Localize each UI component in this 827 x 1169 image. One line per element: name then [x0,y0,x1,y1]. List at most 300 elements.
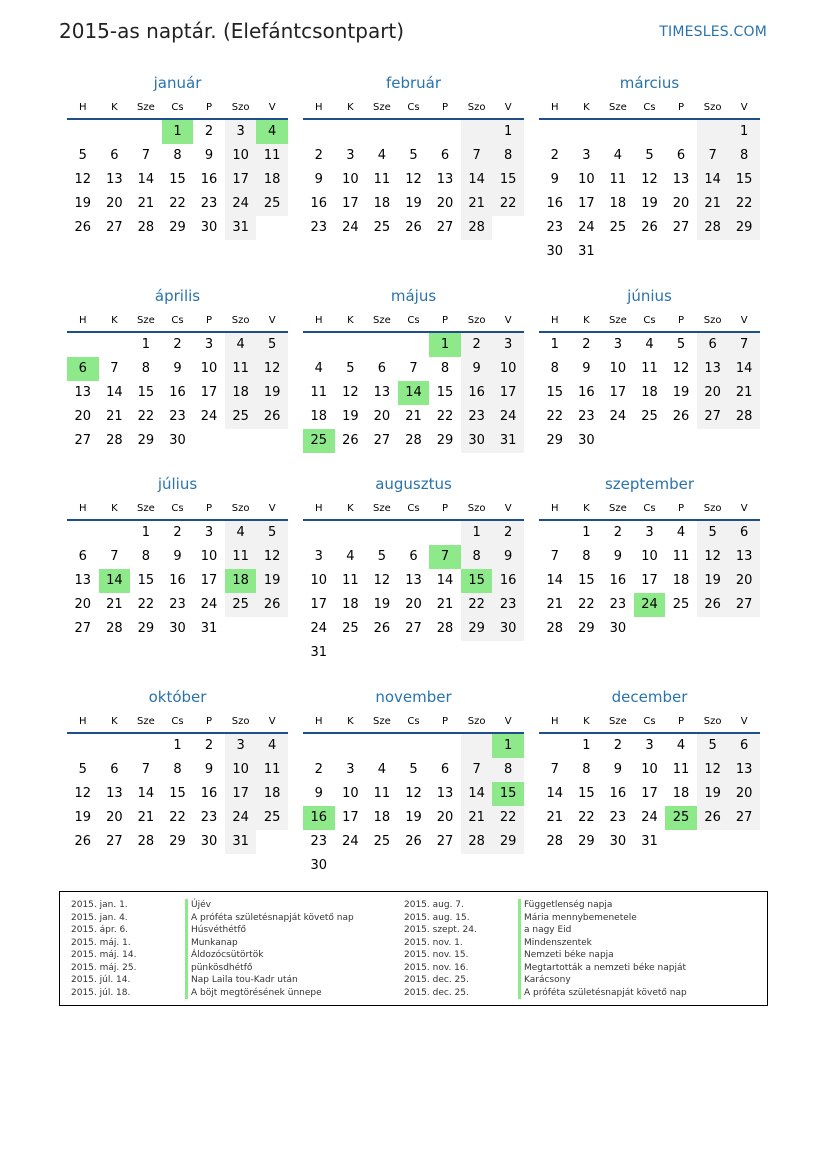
day-cell: 19 [256,569,288,593]
day-cell: 20 [697,381,729,405]
day-cell: 12 [256,357,288,381]
holiday-entry [71,949,354,962]
day-cell: 31 [225,216,257,240]
empty-day [697,120,729,144]
weekday-label: H [551,503,559,514]
day-cell: 29 [546,433,564,448]
weekday-header [67,710,288,734]
day-cell: 19 [697,782,729,806]
day-cell: 21 [546,810,564,825]
day-cell: 27 [405,621,422,636]
day-cell: 29 [492,830,524,854]
day-cell: 1 [550,337,559,352]
day-cell: 4 [346,549,355,564]
weekday-header [67,309,288,333]
day-cell: 5 [409,762,418,777]
day-cell: 11 [225,357,257,381]
day-cell: 2 [204,738,214,753]
holiday-name: Újév [185,899,211,912]
day-cell: 11 [342,573,359,588]
empty-day [634,120,666,144]
weekday-label: Cs [171,503,184,514]
day-cell: 2 [173,337,182,352]
holiday-column-left [71,899,354,999]
holiday-date: 2015. ápr. 6. [71,925,129,935]
day-grid [303,734,524,878]
day-cell: 25 [609,220,627,235]
weekday-label: Cs [171,102,184,113]
day-cell: 15 [137,385,155,400]
weekday-label: Cs [407,315,420,326]
day-cell: 16 [200,786,218,801]
day-cell: 17 [578,196,595,211]
empty-day [130,734,162,758]
day-cell: 22 [137,597,155,612]
day-cell: 27 [728,593,760,617]
weekday-header [539,96,760,120]
day-cell: 6 [409,549,418,564]
month-name: december [611,688,688,706]
day-grid [539,521,760,641]
day-cell: 5 [346,361,355,376]
day-cell: 23 [461,405,493,429]
day-cell: 15 [436,385,454,400]
day-cell: 26 [342,433,359,448]
empty-day [303,120,335,144]
weekday-label: Sze [609,503,627,514]
day-cell: 11 [225,545,257,569]
day-cell: 3 [314,549,323,564]
day-cell: 23 [310,220,328,235]
day-cell: 8 [173,148,182,163]
holiday-day: 1 [162,120,194,144]
day-cell: 12 [405,786,422,801]
weekday-label: P [678,315,685,326]
day-cell: 12 [74,172,92,187]
day-grid [539,734,760,854]
day-cell: 18 [256,782,288,806]
day-cell: 22 [169,196,186,211]
weekday-label: H [315,503,323,514]
month-11 [303,684,524,878]
weekday-label: K [347,102,354,113]
day-cell: 18 [672,573,690,588]
day-cell: 14 [697,168,729,192]
weekday-header [67,497,288,521]
day-cell: 22 [546,409,564,424]
day-cell: 7 [461,144,493,168]
holiday-date: 2015. nov. 15. [404,950,469,960]
day-cell: 24 [225,806,257,830]
empty-day [303,333,335,357]
day-cell: 7 [141,148,151,163]
day-cell: 6 [440,148,450,163]
day-cell: 3 [204,525,214,540]
month-name: március [619,74,680,92]
day-cell: 9 [204,762,214,777]
weekday-label: V [268,716,276,727]
day-cell: 17 [200,573,218,588]
day-cell: 24 [641,810,658,825]
holiday-day: 4 [256,120,288,144]
day-cell: 21 [405,409,422,424]
holiday-name: Karácsony [518,974,571,987]
day-cell: 12 [697,545,729,569]
day-cell: 25 [342,621,359,636]
holiday-name: Munkanap [185,937,238,950]
month-name: február [385,74,442,92]
empty-day [539,120,571,144]
weekday-header [303,497,524,521]
day-cell: 20 [106,810,123,825]
day-cell: 4 [613,148,623,163]
empty-day [398,120,430,144]
holiday-name: Megtartották a nemzeti béke napját [518,962,686,975]
day-cell: 20 [373,409,391,424]
day-cell: 12 [256,545,288,569]
day-cell: 26 [672,409,690,424]
day-cell: 21 [461,806,493,830]
weekday-label: H [315,315,323,326]
weekday-label: V [740,102,748,113]
day-cell: 28 [546,834,564,849]
day-cell: 13 [672,172,690,187]
day-cell: 9 [613,549,623,564]
holiday-date: 2015. nov. 1. [404,937,463,948]
day-cell: 9 [314,786,323,801]
holiday-day: 14 [99,569,131,593]
day-cell: 15 [492,168,524,192]
day-cell: 10 [342,786,359,801]
day-cell: 5 [78,762,87,777]
weekday-label: P [206,716,213,727]
page-title: 2015-as naptár. (Elefántcsontpart) [59,19,405,43]
empty-day [99,734,131,758]
holiday-name: Húsvéthétfő [185,924,246,937]
day-cell: 12 [342,385,359,400]
day-cell: 3 [582,148,591,163]
day-cell: 27 [697,405,729,429]
empty-day [429,120,461,144]
day-cell: 6 [110,148,119,163]
holiday-entry [71,962,354,975]
day-cell: 11 [310,385,328,400]
day-cell: 2 [173,525,182,540]
day-cell: 5 [676,337,686,352]
empty-day [461,734,493,758]
day-cell: 22 [461,593,493,617]
day-cell: 25 [225,593,257,617]
day-cell: 28 [436,621,454,636]
day-cell: 4 [256,734,288,758]
day-cell: 4 [225,521,257,545]
empty-day [335,521,367,545]
day-cell: 9 [461,357,493,381]
day-cell: 27 [436,834,454,849]
day-cell: 23 [200,196,218,211]
weekday-header [303,96,524,120]
holiday-entry [71,899,354,912]
month-name: október [148,688,207,706]
day-cell: 15 [169,786,186,801]
day-cell: 13 [373,385,391,400]
day-cell: 23 [200,810,218,825]
day-cell: 8 [461,545,493,569]
day-cell: 9 [204,148,214,163]
empty-day [99,120,131,144]
day-cell: 17 [225,782,257,806]
holiday-day: 1 [492,734,524,758]
day-cell: 1 [461,521,493,545]
day-cell: 30 [492,617,524,641]
empty-day [67,120,99,144]
holiday-column-right [404,899,687,999]
weekday-label: K [347,716,354,727]
day-cell: 8 [492,144,524,168]
day-cell: 26 [74,834,92,849]
holiday-entry [71,937,354,950]
weekday-label: H [79,503,87,514]
day-cell: 23 [609,597,627,612]
day-cell: 11 [373,172,391,187]
day-cell: 2 [492,521,524,545]
day-cell: 10 [342,172,359,187]
day-cell: 21 [137,810,155,825]
day-cell: 24 [609,409,627,424]
day-cell: 30 [200,834,218,849]
weekday-label: K [583,102,590,113]
day-cell: 14 [461,168,493,192]
day-cell: 19 [641,196,658,211]
day-cell: 29 [461,617,493,641]
weekday-label: V [268,503,276,514]
holiday-day: 14 [398,381,430,405]
holiday-name: Nap Laila tou-Kadr után [185,974,298,987]
weekday-label: V [740,716,748,727]
day-cell: 12 [697,758,729,782]
day-cell: 21 [106,597,123,612]
day-cell: 8 [582,762,591,777]
month-7 [67,471,288,641]
day-cell: 22 [492,806,524,830]
day-cell: 25 [373,834,391,849]
day-cell: 15 [137,573,155,588]
holiday-name: Mária mennybemenetele [518,912,637,925]
day-cell: 31 [200,621,218,636]
day-cell: 28 [137,834,155,849]
weekday-label: H [551,315,559,326]
weekday-label: Sze [609,716,627,727]
holiday-name: Nemzeti béke napja [518,949,614,962]
day-cell: 28 [461,216,493,240]
site-link[interactable]: TIMESLES.COM [659,24,767,40]
day-cell: 14 [137,172,155,187]
day-cell: 10 [225,758,257,782]
day-cell: 16 [169,385,186,400]
weekday-label: Sze [373,315,391,326]
weekday-label: Szo [703,716,722,727]
day-cell: 8 [141,549,151,564]
day-cell: 31 [492,429,524,453]
weekday-label: Szo [231,102,250,113]
empty-day [335,333,367,357]
holiday-day: 24 [634,593,666,617]
day-cell: 3 [225,734,257,758]
day-cell: 4 [676,525,686,540]
day-cell: 6 [676,148,686,163]
empty-day [366,333,398,357]
holiday-entry [404,949,687,962]
day-cell: 28 [461,830,493,854]
day-cell: 13 [436,172,454,187]
holiday-day: 15 [461,569,493,593]
day-cell: 5 [256,333,288,357]
weekday-label: Szo [467,102,486,113]
day-cell: 23 [169,597,186,612]
weekday-header [303,309,524,333]
day-cell: 10 [641,549,658,564]
weekday-label: Sze [373,102,391,113]
day-cell: 14 [546,786,564,801]
month-name: június [627,287,672,305]
day-cell: 13 [106,172,123,187]
weekday-label: H [79,315,87,326]
holiday-day: 6 [67,357,99,381]
day-cell: 26 [373,621,391,636]
day-cell: 13 [106,786,123,801]
day-cell: 19 [256,381,288,405]
day-cell: 3 [346,148,355,163]
empty-day [303,734,335,758]
holiday-date: 2015. júl. 14. [71,975,131,985]
day-cell: 20 [672,196,690,211]
day-cell: 17 [200,385,218,400]
day-cell: 29 [578,621,595,636]
day-cell: 7 [461,758,493,782]
day-cell: 26 [405,834,422,849]
weekday-label: Cs [407,102,420,113]
holiday-name: Függetlenség napja [518,899,612,912]
day-cell: 21 [546,597,564,612]
day-cell: 28 [728,405,760,429]
day-cell: 1 [141,337,151,352]
holiday-entry [404,912,687,925]
holiday-day: 25 [303,429,335,453]
day-cell: 3 [346,762,355,777]
day-cell: 20 [74,409,92,424]
weekday-label: K [583,716,590,727]
day-cell: 15 [728,168,760,192]
day-cell: 10 [200,549,218,564]
holiday-entry [404,974,687,987]
month-3 [539,70,760,264]
day-cell: 11 [641,361,658,376]
holiday-date: 2015. dec. 25. [404,987,469,998]
day-cell: 18 [310,409,328,424]
day-cell: 18 [225,381,257,405]
weekday-label: H [79,716,87,727]
day-cell: 14 [106,385,123,400]
day-cell: 27 [436,220,454,235]
day-cell: 14 [728,357,760,381]
holiday-name: A böjt megtörésének ünnepe [185,987,322,1000]
weekday-label: Cs [643,503,656,514]
day-cell: 6 [78,549,87,564]
day-cell: 16 [546,196,564,211]
day-cell: 20 [728,782,760,806]
holiday-date: 2015. aug. 7. [404,900,464,910]
day-cell: 17 [342,196,359,211]
weekday-label: V [504,503,512,514]
month-10 [67,684,288,854]
day-cell: 11 [609,172,627,187]
weekday-label: P [206,315,213,326]
day-cell: 4 [225,333,257,357]
day-cell: 10 [641,762,658,777]
holiday-entry [71,912,354,925]
day-grid [303,333,524,453]
day-cell: 28 [405,433,422,448]
day-cell: 21 [137,196,155,211]
holiday-date: 2015. máj. 14. [71,950,137,960]
day-cell: 15 [546,385,564,400]
day-cell: 23 [546,220,564,235]
weekday-label: P [442,315,449,326]
day-cell: 16 [169,573,186,588]
day-cell: 1 [582,738,591,753]
empty-day [571,120,603,144]
day-cell: 17 [310,597,328,612]
weekday-label: V [740,503,748,514]
day-cell: 24 [200,597,218,612]
holiday-day: 15 [492,782,524,806]
day-grid [67,521,288,641]
weekday-label: Sze [373,503,391,514]
holiday-date: 2015. jan. 4. [71,912,128,923]
weekday-label: Szo [703,102,722,113]
weekday-label: P [442,102,449,113]
day-grid [67,734,288,854]
weekday-label: Szo [703,315,722,326]
day-cell: 28 [106,433,123,448]
holiday-name: Mindenszentek [518,937,592,950]
day-cell: 9 [314,172,323,187]
weekday-label: Cs [643,315,656,326]
day-cell: 9 [613,762,623,777]
day-grid [67,333,288,453]
day-cell: 8 [492,758,524,782]
holiday-entry [71,987,354,1000]
day-cell: 3 [492,333,524,357]
day-cell: 26 [697,806,729,830]
day-grid [67,120,288,240]
day-cell: 31 [310,645,328,660]
day-cell: 24 [310,621,328,636]
day-cell: 23 [578,409,595,424]
empty-day [461,120,493,144]
month-name: május [390,287,437,305]
holiday-entry [404,899,687,912]
weekday-label: Szo [231,503,250,514]
holiday-entry [71,974,354,987]
weekday-label: Szo [703,503,722,514]
weekday-label: H [551,102,559,113]
day-cell: 5 [409,148,418,163]
weekday-label: Cs [407,716,420,727]
day-cell: 10 [200,361,218,376]
day-cell: 28 [697,216,729,240]
day-cell: 2 [314,762,323,777]
